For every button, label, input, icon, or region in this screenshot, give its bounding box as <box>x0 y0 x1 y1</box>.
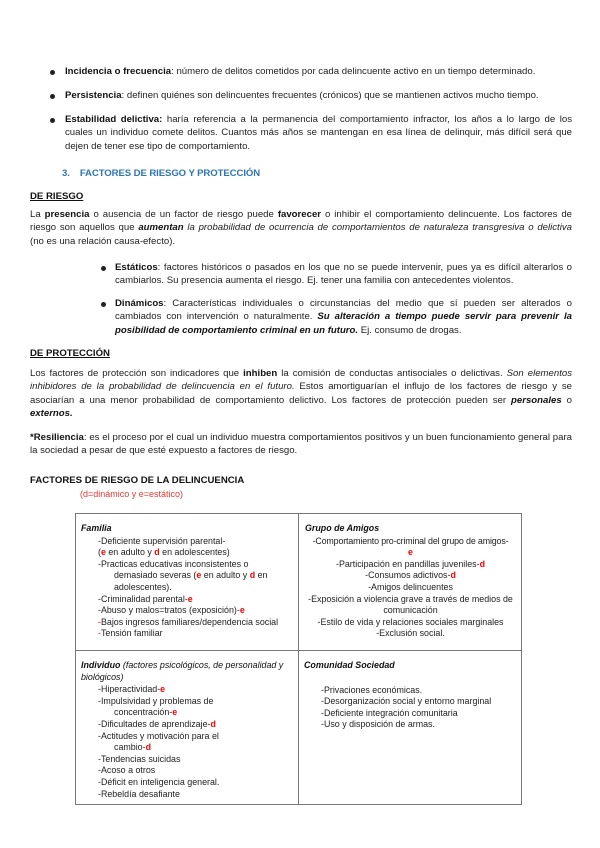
dynamic-tag: d <box>154 547 160 558</box>
text: Los factores de protección son indicadores que <box>30 368 244 379</box>
text: La <box>30 209 45 220</box>
list-item <box>81 719 294 731</box>
emphasis: aumentan <box>138 222 184 234</box>
list-item <box>81 547 294 559</box>
text: -Consumos adictivos- <box>365 570 451 581</box>
list-item <box>301 559 520 571</box>
text: o inhibir el comportamiento delincuente. Los factores de riesgo son aquellos que <box>30 209 573 234</box>
text: -Participación en pandillas juveniles- <box>336 558 480 569</box>
list-item <box>81 628 294 640</box>
emphasis: Su alteración a tiempo puede servir para prevenir la posibilidad de comportamiento criminal en un futuro. <box>115 311 572 336</box>
static-tag: e <box>408 547 413 558</box>
cell-subtitle: (factores psicológicos, de personalidad y biológicos) <box>81 660 284 682</box>
text: cambio- <box>114 742 146 753</box>
list-item: -Exclusión social. <box>376 628 445 639</box>
term: Persistencia <box>65 90 122 101</box>
section-heading <box>62 168 260 179</box>
list-item: -Desorganización social y entorno marginal <box>321 696 492 707</box>
text: -Hiperactividad- <box>98 684 161 695</box>
bullet-persistencia <box>65 89 555 102</box>
text: Tensión familiar <box>100 628 163 639</box>
bullet-estabilidad <box>65 113 572 153</box>
bullet-icon <box>101 266 106 271</box>
proteccion-heading: DE PROTECCIÓN <box>30 348 110 359</box>
emphasis: favorecer <box>277 209 322 220</box>
bullet-icon <box>50 118 55 123</box>
text: en adulto y <box>201 570 250 581</box>
list-item: -Exposición a violencia grave a través de medios de comunicación <box>308 593 513 616</box>
text: -Criminalidad parental- <box>98 593 188 604</box>
list-item: -Deficiente supervisión parental- <box>98 535 226 546</box>
term: *Resiliencia <box>30 432 84 443</box>
separator: : <box>121 90 127 101</box>
cell-grupo-amigos <box>299 514 522 651</box>
bullet-dinamicos <box>115 297 572 337</box>
text: en <box>255 570 268 581</box>
list-item: -Tendencias suicidas <box>98 753 181 764</box>
cell-title: Grupo de Amigos <box>305 523 380 533</box>
text: en adulto y <box>105 547 155 558</box>
term: Estabilidad delictiva: <box>65 114 163 125</box>
definition: : Características individuales o circunstancias del medio que sí pueden ser alterados o cambiados con intervención o naturalmente. <box>115 298 572 323</box>
list-item: -Deficiente integración comunitaria <box>321 707 458 718</box>
italic-text: Son elementos inhibidores de la probabilidad de delincuencia en el futuro. <box>30 368 572 393</box>
static-tag: e <box>239 605 245 616</box>
dash: - <box>98 616 101 627</box>
definition: número de delitos cometidos por cada delincuente activo en un tiempo determinado. <box>176 66 536 77</box>
proteccion-paragraph <box>30 367 572 421</box>
text: -Abuso y malos=tratos (exposición)- <box>98 605 240 616</box>
bullet-icon <box>50 94 55 99</box>
emphasis: presencia <box>44 209 90 220</box>
text: o ausencia de un factor de riesgo puede <box>89 209 278 220</box>
text: Bajos ingresos familiares/dependencia social <box>100 616 279 627</box>
section-title: FACTORES DE RIESGO Y PROTECCIÓN <box>79 168 261 179</box>
list-item: adolescentes). <box>114 581 172 592</box>
list-item-tag <box>301 547 520 559</box>
riesgo-paragraph <box>30 208 572 248</box>
dynamic-tag: d <box>145 742 151 753</box>
dynamic-tag: d <box>210 718 216 729</box>
definition: definen quiénes son delincuentes frecuentes (crónicos) que se mantienen activos mucho tiempo. <box>126 90 539 101</box>
emphasis: externos. <box>30 408 73 420</box>
list-item <box>81 594 294 606</box>
legend-note: (d=dinámico y e=estático) <box>80 489 184 499</box>
table-row <box>76 514 522 651</box>
separator: : <box>171 66 177 77</box>
term: Estáticos <box>115 262 158 273</box>
emphasis: personales <box>511 394 562 406</box>
text: concentración- <box>114 707 173 718</box>
list-item <box>301 570 520 582</box>
cell-familia <box>76 514 299 651</box>
list-item: -Rebeldía desafiante <box>98 788 180 799</box>
table-row <box>76 651 522 805</box>
text: Estos amortiguarían el influjo de los factores de riesgo y se asociarían a una menor probabilidad de comportamiento delictivo. Los factores de protección pueden ser <box>30 381 572 406</box>
list-item <box>81 707 294 719</box>
title-text: Individuo <box>81 660 121 670</box>
text: ( <box>98 547 101 558</box>
list-item: -Practicas educativas inconsistentes o <box>98 558 249 569</box>
bullet-icon <box>101 302 106 307</box>
cell-title: Comunidad Sociedad <box>304 660 395 670</box>
cell-individuo <box>76 651 299 805</box>
definition: : factores históricos o pasados en los que no se puede intervenir, pues ya es difícil alterarlos o cambiarlos. Su presencia aumenta el riesgo. Ej. tener una familia con antecedentes violentos. <box>115 262 572 287</box>
section-number: 3. <box>62 168 70 179</box>
dynamic-tag: d <box>450 570 456 581</box>
text: o <box>561 394 572 406</box>
list-item: -Déficit en inteligencia general. <box>98 776 220 787</box>
cell-title <box>81 660 294 683</box>
italic-text: la probabilidad de ocurrencia de comportamientos de naturaleza transgresiva o delictiva <box>183 222 572 234</box>
static-tag: e <box>172 707 178 718</box>
list-item: -Estilo de vida y relaciones sociales marginales <box>317 616 504 627</box>
list-item: -Amigos delincuentes <box>368 581 453 592</box>
text: (no es una relación causa-efecto). <box>30 235 176 247</box>
list-item <box>81 605 294 617</box>
term: Dinámicos <box>115 298 164 309</box>
text: demasiado severas ( <box>114 570 197 581</box>
cell-comunidad-sociedad <box>299 651 522 805</box>
static-tag: e <box>187 593 193 604</box>
list-item <box>81 684 294 696</box>
bullet-icon <box>50 70 55 75</box>
text: -Dificultades de aprendizaje- <box>98 718 211 729</box>
list-item <box>81 617 294 629</box>
static-tag: e <box>160 684 166 695</box>
list-item: -Impulsividad y problemas de <box>98 695 214 706</box>
table-title: FACTORES DE RIESGO DE LA DELINCUENCIA <box>30 475 245 486</box>
resiliencia-paragraph <box>30 431 572 458</box>
bullet-incidencia <box>65 65 555 78</box>
list-item: -Uso y disposición de armas. <box>321 719 435 730</box>
cell-title: Familia <box>81 523 112 533</box>
term: Incidencia o frecuencia <box>65 66 172 77</box>
list-item <box>81 570 294 582</box>
dynamic-tag: d <box>249 570 256 581</box>
list-item <box>81 742 294 754</box>
text: en adolescentes) <box>159 547 230 558</box>
list-item: -Comportamiento pro-criminal del grupo de amigos- <box>312 535 509 546</box>
emphasis: inhiben <box>243 368 278 379</box>
list-item: -Acoso a otros <box>98 765 156 776</box>
riesgo-heading: DE RIESGO <box>30 191 84 202</box>
list-item: -Privaciones económicas. <box>321 684 423 695</box>
example: Ej. consumo de drogas. <box>358 324 462 336</box>
risk-factors-table <box>75 513 522 805</box>
dynamic-tag: d <box>479 558 485 569</box>
definition: haría referencia a la permanencia del comportamiento infractor, los años a lo largo de los cuales un individuo comete delitos. Cuantos más años se mantengan en esa línea de delinquir, más difícil será que dejen de tener ese tipo de comportamiento. <box>65 114 572 152</box>
list-item: -Actitudes y motivación para el <box>98 730 219 741</box>
bullet-estaticos <box>115 261 572 288</box>
static-tag: e <box>100 547 106 558</box>
dash: - <box>98 628 101 639</box>
static-tag: e <box>196 570 202 581</box>
text: la comisión de conductas antisociales o delictivas. <box>277 368 507 379</box>
definition: : es el proceso por el cual un individuo muestra comportamientos positivos y un buen funcionamiento general para la sociedad a pesar de que esté expuesto a factores de riesgo. <box>30 432 572 457</box>
